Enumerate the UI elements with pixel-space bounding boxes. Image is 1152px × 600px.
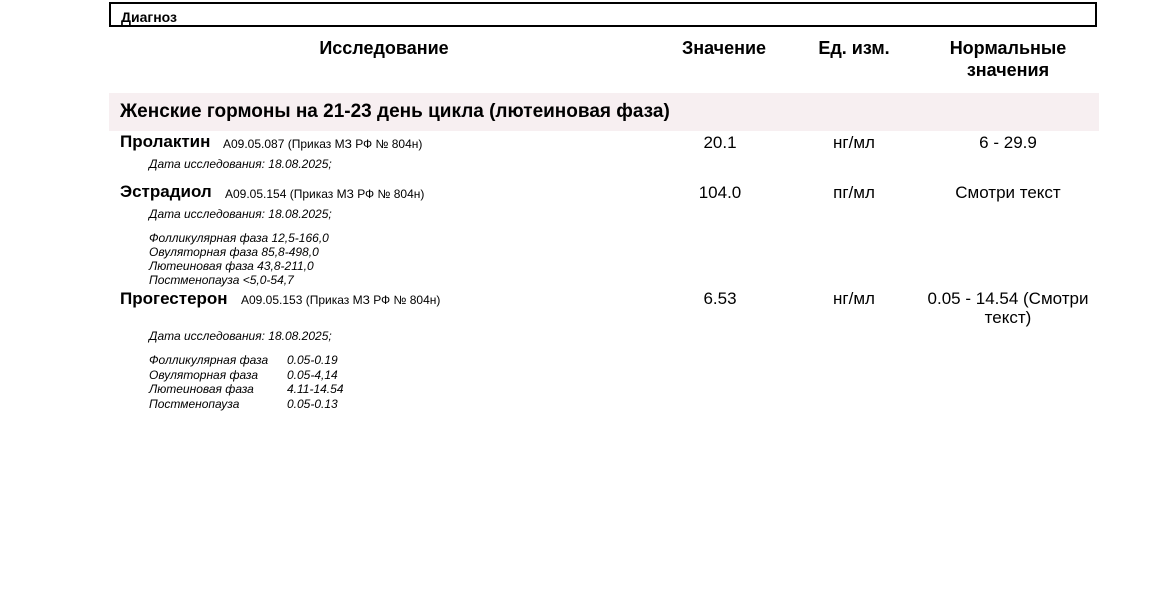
test-name: Пролактин: [120, 132, 211, 151]
test-normal: 0.05 - 14.54 (Смотри текст): [927, 289, 1089, 327]
header-value: Значение: [681, 38, 767, 58]
test-date: Дата исследования: 18.08.2025;: [149, 157, 332, 171]
phase-name: Лютеиновая фаза: [149, 382, 254, 396]
phase-row: [149, 397, 344, 412]
test-normal: 6 - 29.9: [979, 133, 1037, 152]
phase-name: Постменопауза: [149, 396, 240, 411]
test-code: A09.05.087 (Приказ МЗ РФ № 804н): [223, 137, 423, 151]
test-unit: нг/мл: [833, 289, 875, 308]
diagnosis-label: Диагноз: [121, 9, 177, 25]
test-value: 6.53: [703, 289, 737, 308]
test-unit: пг/мл: [833, 183, 875, 202]
diagnosis-box: [109, 2, 1097, 27]
header-test: Исследование: [319, 38, 449, 58]
phase-name: Фолликулярная фаза: [149, 353, 269, 367]
reference-note: Лютеиновая фаза 43,8-211,0: [149, 259, 314, 273]
section-bar: [109, 93, 1099, 131]
test-value: 20.1: [703, 133, 737, 152]
test-name: Прогестерон: [120, 289, 228, 308]
test-code: A09.05.153 (Приказ МЗ РФ № 804н): [241, 293, 441, 307]
test-unit: нг/мл: [833, 133, 875, 152]
reference-note: Постменопауза <5,0-54,7: [149, 273, 294, 287]
phase-row: [149, 382, 344, 397]
phase-range: 4.11-14.54: [287, 382, 344, 396]
phase-row: [149, 368, 344, 383]
test-name: Эстрадиол: [120, 182, 212, 201]
phase-table: [149, 353, 344, 411]
section-title: Женские гормоны на 21-23 день цикла (лютеиновая фаза): [120, 101, 670, 122]
header-normal: Нормальные значения: [949, 38, 1067, 80]
phase-row: [149, 353, 344, 368]
reference-note: Овуляторная фаза 85,8-498,0: [149, 245, 319, 259]
phase-range: 0.05-4,14: [287, 367, 338, 382]
phase-range: 0.05-0.19: [287, 353, 338, 367]
reference-note: Фолликулярная фаза 12,5-166,0: [149, 231, 329, 245]
test-code: A09.05.154 (Приказ МЗ РФ № 804н): [225, 187, 425, 201]
phase-name: Овуляторная фаза: [149, 367, 259, 382]
test-date: Дата исследования: 18.08.2025;: [149, 329, 332, 343]
phase-range: 0.05-0.13: [287, 396, 338, 411]
test-date: Дата исследования: 18.08.2025;: [149, 207, 332, 221]
header-unit: Ед. изм.: [818, 38, 890, 58]
test-value: 104.0: [698, 183, 742, 202]
test-normal: Смотри текст: [955, 183, 1061, 202]
